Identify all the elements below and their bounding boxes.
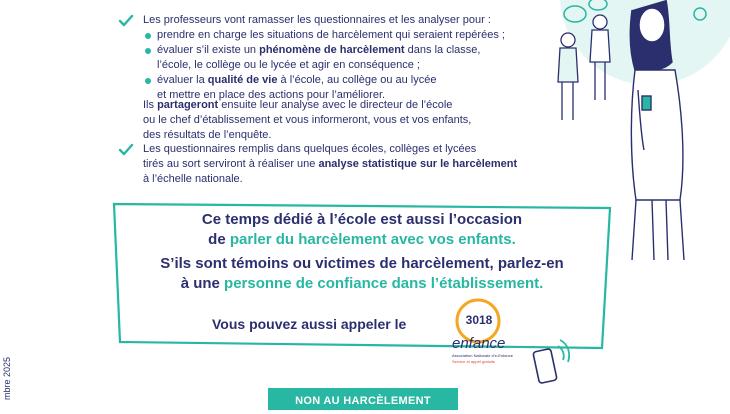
callout-text-navy: à une	[180, 275, 225, 292]
logo-number: 3018	[465, 313, 493, 327]
checkmark-icon	[118, 142, 134, 158]
bullet-text: à l’école, au collège ou au lycée	[277, 74, 437, 86]
logo-small-text: Service et appel gratuits	[452, 359, 495, 364]
bullet-emphasis: phénomène de harcèlement	[259, 44, 405, 56]
paragraph-share	[143, 98, 563, 143]
paragraph-text: des résultats de l’enquête.	[143, 129, 272, 141]
logo-brand: enfance	[452, 335, 506, 352]
side-date	[2, 350, 16, 410]
paragraph-teachers	[143, 13, 563, 103]
callout-line	[112, 230, 612, 250]
paragraph-text: ou le chef d’établissement et vous informeront, vous et vos enfants,	[143, 114, 472, 126]
callout-line	[112, 274, 612, 294]
bullet-text: l’école, le collège ou le lycée et agir en conséquence ;	[157, 59, 420, 71]
bullet-text: dans la classe,	[404, 44, 481, 56]
bullet-text: prendre en charge les situations de harcèlement qui seraient repérées ;	[157, 29, 505, 41]
paragraph-text: Les questionnaires remplis dans quelques écoles, collèges et lycées	[143, 143, 477, 155]
3018-logo[interactable]	[450, 297, 538, 377]
checkmark-icon	[118, 13, 134, 29]
phone-icon	[530, 336, 574, 392]
logo-small-text: Association Nationale d’e-Enfance	[452, 353, 513, 358]
paragraph-emphasis: partageront	[157, 99, 219, 111]
bullet-text: évaluer la	[157, 74, 208, 86]
paragraph-statistics	[143, 142, 573, 187]
list-item	[143, 28, 563, 43]
paragraph-text: ensuite leur analyse avec le directeur de l’école	[218, 99, 453, 111]
callout-text-navy: de	[208, 231, 230, 248]
callout-text-teal: parler du harcèlement avec vos enfants.	[229, 231, 516, 248]
callout-line: S’ils sont témoins ou victimes de harcèlement, parlez-en	[160, 255, 564, 272]
callout-line: Ce temps dédié à l’école est aussi l’occasion	[201, 211, 523, 228]
callout-text-teal: personne de confiance dans l’établissement.	[224, 275, 544, 292]
bottom-banner: NON AU HARCÈLEMENT	[268, 388, 458, 410]
side-date-text: mbre 2025	[2, 356, 12, 400]
bullet-text: et mettre en place des actions pour l’améliorer.	[157, 89, 386, 101]
bullet-emphasis: qualité de vie	[207, 74, 278, 86]
call-prompt: Vous pouvez aussi appeler le	[212, 316, 407, 332]
paragraph-emphasis: analyse statistique sur le harcèlement	[318, 158, 518, 170]
paragraph-text: à l’échelle nationale.	[143, 173, 243, 185]
paragraph-intro: Les professeurs vont ramasser les questionnaires et les analyser pour :	[143, 14, 491, 26]
bullet-text: évaluer s’il existe un	[157, 44, 260, 56]
paragraph-text: Ils	[143, 99, 158, 111]
paragraph-text: tirés au sort serviront à réaliser une	[143, 158, 319, 170]
list-item	[143, 43, 563, 73]
